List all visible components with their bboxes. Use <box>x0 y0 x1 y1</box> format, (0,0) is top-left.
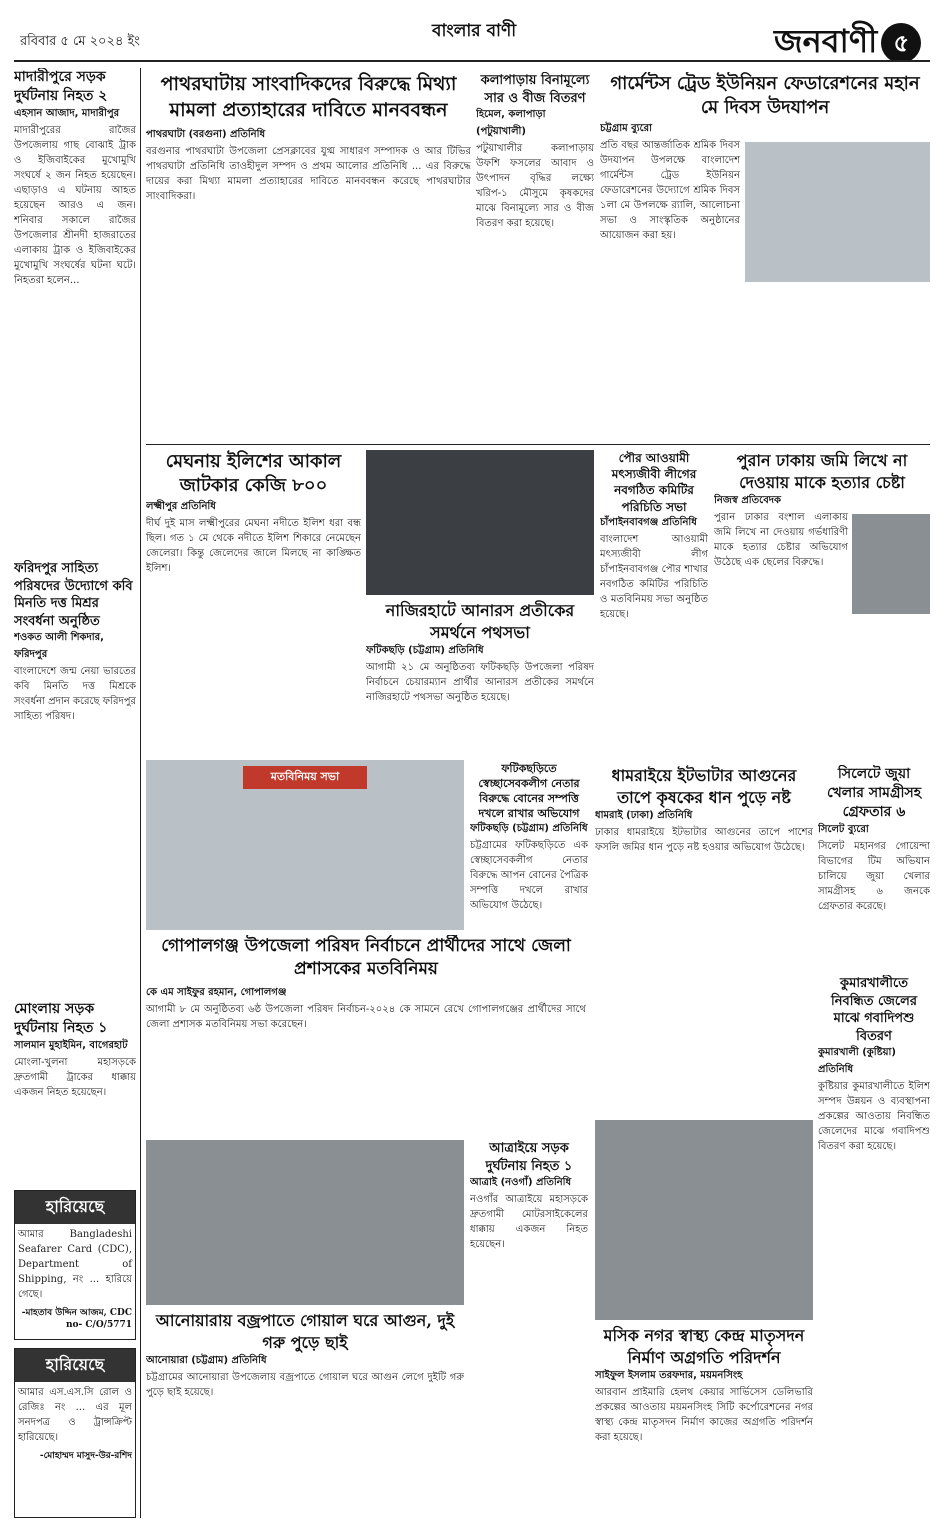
byline: কুমারখালী (কুষ্টিয়া) প্রতিনিধি <box>818 1047 896 1076</box>
headline: নাজিরহাটে আনারস প্রতীকের সমর্থনে পথসভা <box>385 601 575 642</box>
story-mongla <box>14 1000 136 1180</box>
page-number: ৫ <box>881 23 921 62</box>
byline: ধামরাই (ঢাকা) প্রতিনিধি <box>595 810 693 822</box>
story-meghna <box>146 450 361 750</box>
headline: সিলেটে জুয়া খেলার সামগ্রীসহ গ্রেফতার ৬ <box>826 766 922 820</box>
headline: গোপালগঞ্জ উপজেলা পরিষদ নির্বাচনে প্রার্থীদের সাথে জেলা প্রশাসকের মতবিনিময় <box>161 936 571 979</box>
article-body: চট্টগ্রামের ফটিকছড়িতে এক স্বেচ্ছাসেবকলীগ নেতার বিরুদ্ধে আপন বোনের পৈত্রিক সম্পত্তি দখলে রাখার অভিযোগ উঠেছে। <box>470 840 588 912</box>
article-body: ঢাকার ধামরাইয়ে ইটভাটার আগুনের তাপে পাশের ফসলি জমির ধান পুড়ে নষ্ট হওয়ার অভিযোগ উঠেছে। <box>595 827 813 854</box>
headline: গার্মেন্টস ট্রেড ইউনিয়ন ফেডারেশনের মহান মে দিবস উদযাপন <box>610 73 920 119</box>
mymensingh-photo <box>595 1120 813 1320</box>
story-sylhet <box>818 765 930 965</box>
headline: মসিক নগর স্বাস্থ্য কেন্দ্র মাতৃসদন নির্মাণ অগ্রগতি পরিদর্শন <box>603 1326 805 1367</box>
headline: আত্রাইয়ে সড়ক দুর্ঘটনায় নিহত ১ <box>485 1141 573 1174</box>
meeting-banner: মতবিনিময় সভা <box>243 766 367 789</box>
lost-notice-1 <box>14 1190 136 1340</box>
byline: সাইফুল ইসলাম তরফদার, ময়মনসিংহ <box>595 1370 743 1382</box>
notice-title: হারিয়েছে <box>15 1349 135 1382</box>
article-body: পুরান ঢাকার বংশাল এলাকায় জমি লিখে না দেওয়ায় গর্ভধারিণী মাকে হত্যার চেষ্টার অভিযোগ উঠেছে এক ছেলের বিরুদ্ধে। <box>714 512 848 569</box>
masthead <box>14 8 930 62</box>
article-body: চট্টগ্রামের আনোয়ারা উপজেলায় বজ্রপাতে গোয়াল ঘরে আগুন লেগে দুইটি গরু পুড়ে ছাই হয়েছে। <box>146 1372 464 1399</box>
notice-body: আমার এস.এস.সি রোল ও রেজিঃ নং ... এর মূল সনদপত্র ও ট্রান্সক্রিপ্ট হারিয়েছে। <box>18 1387 132 1443</box>
byline: লক্ষ্মীপুর প্রতিনিধি <box>146 500 216 512</box>
article-body: নওগাঁর আত্রাইয়ে মহাসড়কে দ্রুতগামী মোটরসাইকেলের ধাক্কায় একজন নিহত হয়েছেন। <box>470 1194 588 1251</box>
story-old-dhaka <box>714 450 930 760</box>
byline: পাথরঘাটা (বরগুনা) প্রতিনিধি <box>146 129 266 141</box>
article-body: দীর্ঘ দুই মাস লক্ষ্মীপুরের মেঘনা নদীতে ইলিশ ধরা বন্ধ ছিল। গত ১ মে থেকে নদীতে ইলিশ শিকারে নেমেছেন জেলেরা। কিন্তু জেলেদের জালে মিলছে না কাঙ্ক্ষিত ইলিশ। <box>146 517 361 574</box>
article-body: প্রতি বছর আন্তর্জাতিক শ্রমিক দিবস উদযাপন উপলক্ষে বাংলাদেশ গার্মেন্টস ট্রেড ইউনিয়ন ফেডারেশনের উদ্যোগে শ্রমিক দিবস ১লা মে উপলক্ষে র‍্যালি, আলোচনা সভা ও সাংস্কৃতিক অনুষ্ঠানের আয়োজন করা হয়। <box>600 139 740 241</box>
headline: মেঘনায় ইলিশের আকাল জাটকার কেজি ৮০০ <box>165 451 342 497</box>
column-divider <box>140 68 141 1518</box>
byline: সালমান মুহাইমিন, বাগেরহাট <box>14 1039 128 1051</box>
story-patharghata <box>146 72 471 442</box>
story-faridpur <box>14 560 136 990</box>
headline: মোংলায় সড়ক দুর্ঘটনায় নিহত ১ <box>14 1001 108 1036</box>
notice-signature: -মাহতাব উদ্দিন আজম, CDC no- C/O/5771 <box>21 1308 132 1330</box>
article-body: বাংলাদেশ আওয়ামী মৎস্যজীবী লীগ চাঁপাইনবাবগঞ্জ পৌর শাখার নবগঠিত কমিটির পরিচিতি ও মতবিনিময় সভা অনুষ্ঠিত হয়েছে। <box>600 533 708 620</box>
victim-photo <box>852 514 930 614</box>
notice-signature: -মোহাম্মদ মাসুদ-উর-রশিদ <box>39 1451 132 1461</box>
byline: চট্টগ্রাম ব্যুরো <box>600 122 653 134</box>
story-nazirhat <box>366 600 594 755</box>
notice-body: আমার Bangladeshi Seafarer Card (CDC), Department of Shipping, নং ... হারিয়ে গেছে। <box>18 1229 132 1300</box>
rally-photo <box>745 142 930 282</box>
story-anwara <box>146 1310 464 1515</box>
article-body: আগামী ২১ মে অনুষ্ঠিতব্য ফটিকছড়ি উপজেলা পরিষদ নির্বাচনে চেয়ারম্যান প্রার্থীর আনারস প্রতীকের সমর্থনে নাজিরহাটে পথসভা অনুষ্ঠিত হয়েছে। <box>366 662 594 704</box>
article-body: আরবান প্রাইমারি হেলথ কেয়ার সার্ভিসেস ডেলিভারি প্রকল্পের আওতায় ময়মনসিংহ সিটি কর্পোরেশনের নগর স্বাস্থ্য কেন্দ্র মাতৃসদন নির্মাণ কাজের অগ্রগতি পরিদর্শন করা হয়েছে। <box>595 1387 813 1444</box>
headline: পুরান ঢাকায় জমি লিখে না দেওয়ায় মাকে হত্যার চেষ্টা <box>736 451 908 492</box>
story-awami <box>600 450 708 760</box>
headline: ধামরাইয়ে ইটভাটার আগুনের তাপে কৃষকের ধান পুড়ে নষ্ট <box>611 766 797 807</box>
article-body: পটুয়াখালীর কলাপাড়ায় উফশি ফসলের আবাদ ও উৎপাদন বৃদ্ধির লক্ষ্যে খরিপ-১ মৌসুমে কৃষকদের মাঝে বিনামূল্যে সার ও বীজ বিতরণ করা হয়েছে। <box>476 143 594 230</box>
headline: পৌর আওয়ামী মৎস্যজীবী লীগের নবগঠিত কমিটির পরিচিতি সভা <box>611 451 697 514</box>
article-body: আগামী ৮ মে অনুষ্ঠিতব্য ৬ষ্ঠ উপজেলা পরিষদ নির্বাচন-২০২৪ কে সামনে রেখে গোপালগঞ্জের প্রার্থীদের সাথে জেলা প্রশাসক মতবিনিময় সভা করেছেন। <box>146 1003 586 1030</box>
story-kalapara <box>476 72 594 442</box>
headline: ফরিদপুর সাহিত্য পরিষদের উদ্যোগে কবি মিনতি দত্ত মিশ্রর সংবর্ধনা অনুষ্ঠিত <box>14 561 133 629</box>
headline: ফটিকছড়িতে স্বেচ্ছাসেবকলীগ নেতার বিরুদ্ধে বোনের সম্পত্তি দখলে রাখার অভিযোগ <box>478 762 580 820</box>
byline: কে এম সাইফুর রহমান, গোপালগঞ্জ <box>146 986 287 998</box>
article-body: কুষ্টিয়ার কুমারখালীতে ইলিশ সম্পদ উন্নয়ন ও ব্যবস্থাপনা প্রকল্পের আওতায় নিবন্ধিত জেলেদের মাঝে গবাদিপশু বিতরণ করা হয়েছে। <box>818 1081 930 1153</box>
headline: কলাপাড়ায় বিনামূল্যে সার ও বীজ বিতরণ <box>480 73 590 106</box>
story-kumarkhali <box>818 975 930 1515</box>
byline: চাঁপাইনবাবগঞ্জ প্রতিনিধি <box>600 516 697 528</box>
story-garments <box>600 72 930 442</box>
headline: কুমারখালীতে নিবন্ধিত জেলের মাঝে গবাদিপশু বিতরণ <box>831 976 917 1044</box>
headline: পাথরঘাটায় সাংবাদিকদের বিরুদ্ধে মিথ্যা মামলা প্রত্যাহারের দাবিতে মানববন্ধন <box>160 73 457 121</box>
story-atrai <box>470 1140 588 1510</box>
story-gopalganj <box>146 935 586 1135</box>
article-body: মাদারীপুরের রাজৈর উপজেলায় গাছ বোঝাই ট্রাক ও ইজিবাইকের মুখোমুখি সংঘর্ষে ২ জন নিহত হয়েছেন। এছাড়াও এ ঘটনায় আহত হয়েছেন আরও এ জন। শনিবার সকালে রাজৈর উপজেলার শ্রীনদী হাজরাতের এলাকায় ট্রাক ও ইজিবাইকের মুখোমুখি সংঘর্ষের ঘটনা ঘটে। নিহতরা হলেন... <box>14 124 136 286</box>
issue-date: রবিবার ৫ মে ২০২৪ ইং <box>20 34 140 49</box>
notice-title: হারিয়েছে <box>15 1191 135 1224</box>
byline: নিজস্ব প্রতিবেদক <box>714 495 782 507</box>
byline: এহসান আজাদ, মাদারীপুর <box>14 107 120 119</box>
byline: হিমেল, কলাপাড়া (পটুয়াখালী) <box>476 109 546 138</box>
article-body: সিলেট মহানগর গোয়েন্দা বিভাগের টিম অভিযান চালিয়ে জুয়া খেলার সামগ্রীসহ ৬ জনকে গ্রেফতার করেছে। <box>818 840 930 912</box>
byline: আনোয়ারা (চট্টগ্রাম) প্রতিনিধি <box>146 1355 267 1367</box>
anwara-photo <box>146 1140 464 1305</box>
headline: মাদারীপুরে সড়ক দুর্ঘটনায় নিহত ২ <box>14 69 108 104</box>
article-body: বাংলাদেশে জন্ম নেয়া ভারতের কবি মিনতি দত্ত মিশ্রকে সংবর্ধনা প্রদান করেছে ফরিদপুর সাহিত্য পরিষদ। <box>14 666 136 723</box>
lost-notice-2 <box>14 1348 136 1518</box>
nazirhat-photo <box>366 450 594 595</box>
article-body: বরগুনার পাথরঘাটা উপজেলা প্রেসক্লাবের যুগ্ম সাধারণ সম্পাদক ও আর টিভির পাথরঘাটা প্রতিনিধি তাওহীদুল সম্পদ ও প্রথম আলোর প্রতিনিধি ... এর বিরুদ্ধে দায়ের করা মিথ্যা মামলা প্রত্যাহারের দাবিতে মানববন্ধন করেছে পাথরঘাটার সাংবাদিকরা। <box>146 146 471 203</box>
byline: শওকত আলী শিকদার, ফরিদপুর <box>14 632 104 661</box>
story-dhamrai <box>595 765 813 1065</box>
headline: আনোয়ারায় বজ্রপাতে গোয়াল ঘরে আগুন, দুই গরু পুড়ে ছাই <box>155 1311 455 1352</box>
byline: ফটিকছড়ি (চট্টগ্রাম) প্রতিনিধি <box>470 823 588 835</box>
byline: আত্রাই (নওগাঁ) প্রতিনিধি <box>470 1177 572 1189</box>
section-title: বাংলার বাণী <box>432 21 517 41</box>
byline: সিলেট ব্যুরো <box>818 823 869 835</box>
story-mymensingh <box>595 1325 813 1515</box>
newspaper-logo: জনবাণী ৫ <box>774 16 921 62</box>
article-body: মোংলা-খুলনা মহাসড়কে দ্রুতগামী ট্রাকের ধাক্কায় একজন নিহত হয়েছেন। <box>14 1056 136 1098</box>
section-divider <box>146 444 930 445</box>
byline: ফটিকছড়ি (চট্টগ্রাম) প্রতিনিধি <box>366 645 484 657</box>
gopalganj-photo <box>146 760 464 930</box>
